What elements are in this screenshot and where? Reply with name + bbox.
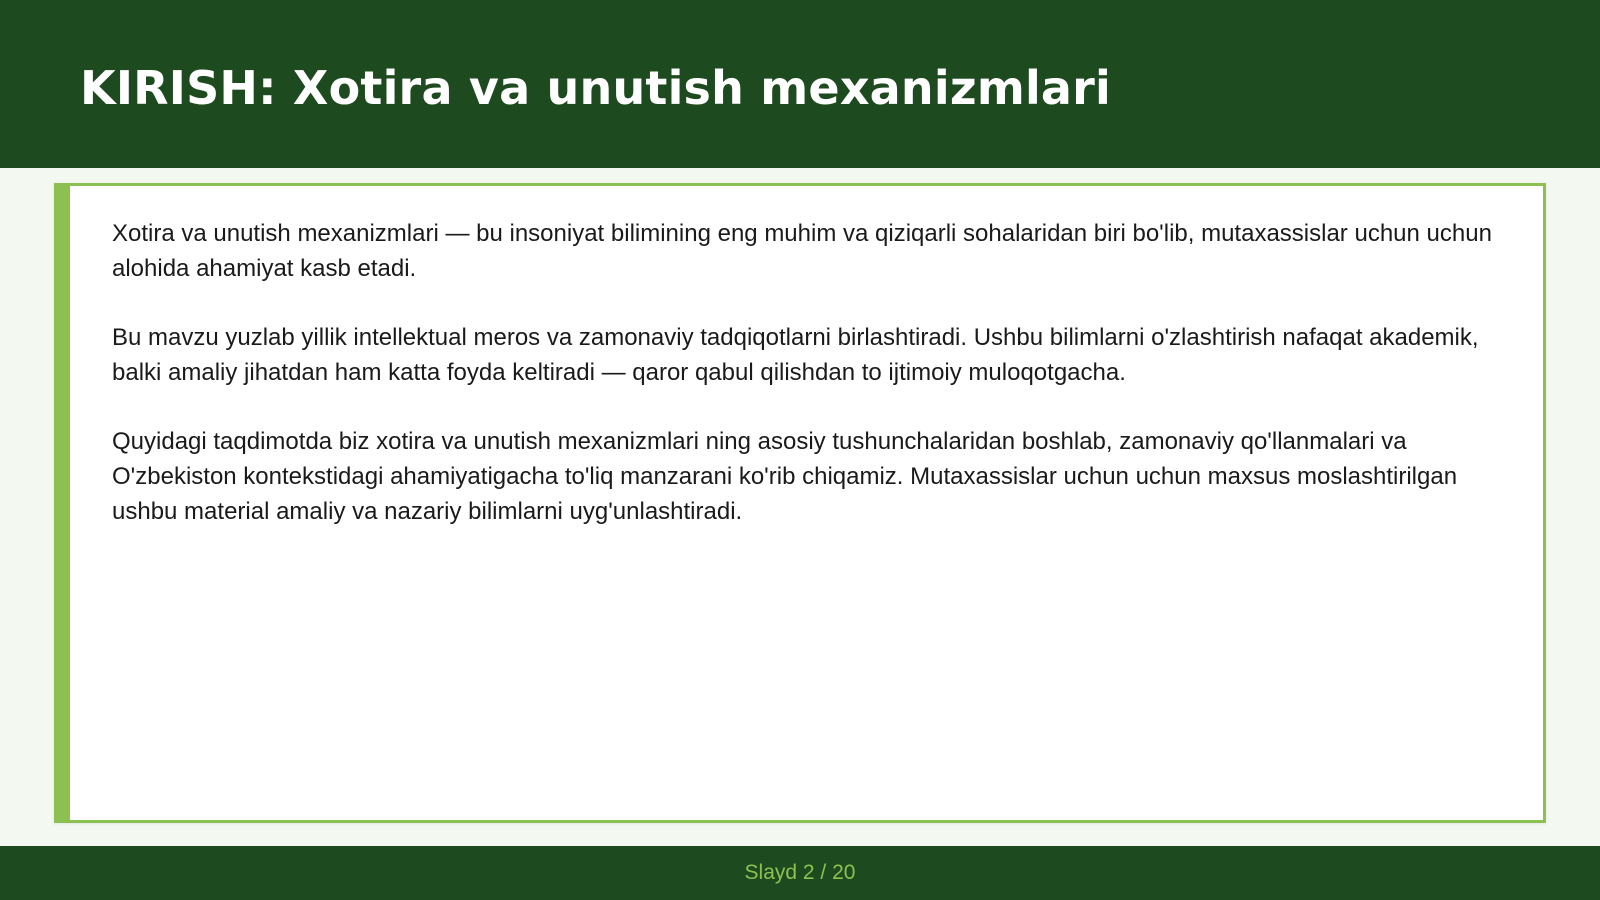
slide-title: KIRISH: Xotira va unutish mexanizmlari	[80, 61, 1112, 115]
paragraph-2: Bu mavzu yuzlab yillik intellektual meros va zamonaviy tadqiqotlarni birlashtiradi. Ushbu bilimlarni o'zlashtirish nafaqat akademik, balki amaliy jihatdan ham katta foyda keltiradi — qaror qabul qilishdan to ijtimoiy muloqotgacha.	[112, 324, 1479, 386]
slide-header	[0, 0, 1600, 168]
paragraph-3: Quyidagi taqdimotda biz xotira va unutish mexanizmlari ning asosiy tushunchalaridan boshlab, zamonaviy qo'llanmalari va O'zbekiston kontekstidagi ahamiyatigacha to'liq manzarani ko'rib chiqamiz. Mutaxassislar uchun uchun maxsus moslashtirilgan ushbu material amaliy va nazariy bilimlarni uyg'unlashtiradi.	[112, 428, 1458, 525]
slide-body	[112, 216, 1522, 563]
paragraph-1: Xotira va unutish mexanizmlari — bu insoniyat bilimining eng muhim va qiziqarli sohalaridan biri bo'lib, mutaxassislar uchun uchun alohida ahamiyat kasb etadi.	[112, 220, 1492, 282]
slide-counter: Slayd 2 / 20	[744, 861, 856, 884]
slide-footer	[0, 846, 1600, 900]
content-card	[54, 183, 1546, 823]
